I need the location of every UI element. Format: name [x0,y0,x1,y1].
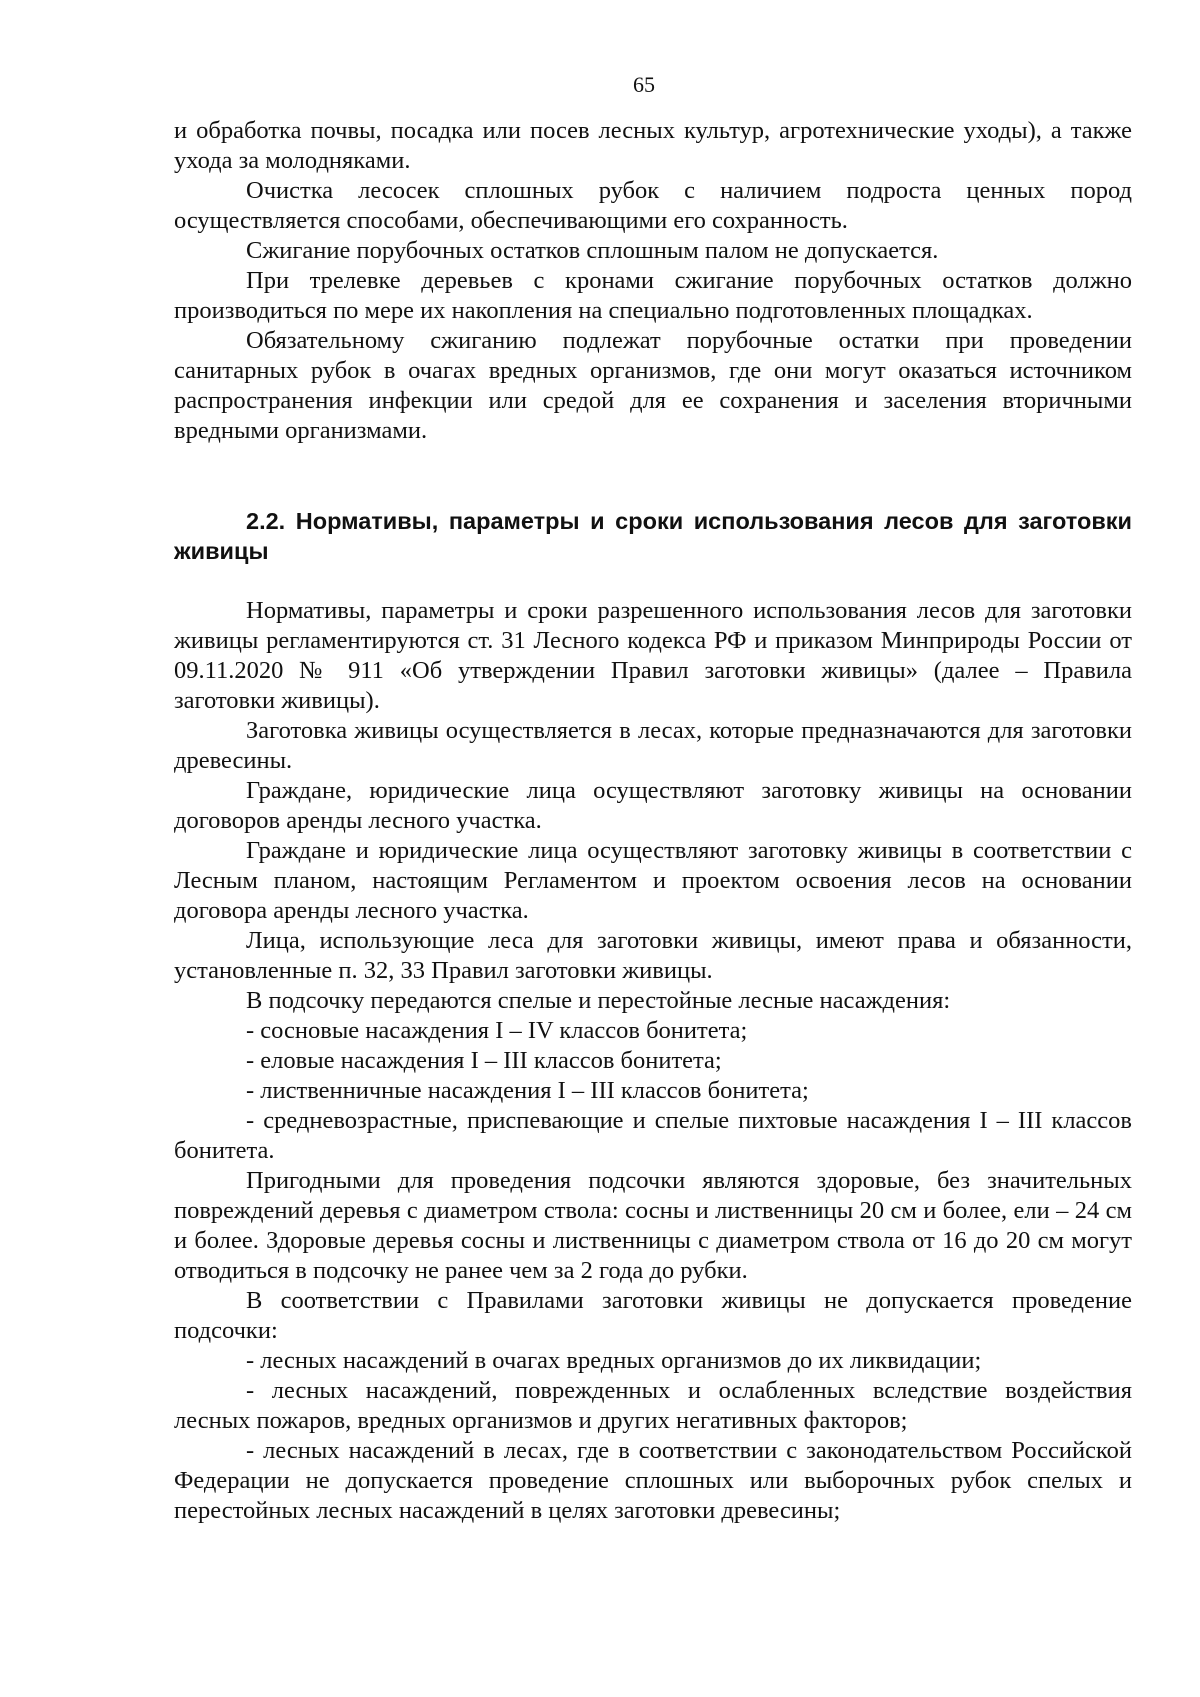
paragraph: В подсочку передаются спелые и перестойные лесные насаждения: [246,987,951,1014]
list-item: - средневозрастные, приспевающие и спелые пихтовые насаждения I – III классов бонитета. [174,1107,1132,1164]
paragraph: Сжигание порубочных остатков сплошным палом не допускается. [246,237,939,264]
paragraph: Заготовка живицы осуществляется в лесах, которые предназначаются для заготовки древесины. [174,717,1132,774]
list-item: - сосновые насаждения I – IV классов бонитета; [246,1017,748,1044]
list-item: - еловые насаждения I – III классов бонитета; [246,1047,722,1074]
paragraph: Лица, использующие леса для заготовки живицы, имеют права и обязанности, установленные п. 32, 33 Правил заготовки живицы. [174,927,1132,984]
paragraph: Граждане и юридические лица осуществляют заготовку живицы в соответствии с Лесным планом, настоящим Регламентом и проектом освоения лесов на основании договора аренды лесного участка. [174,837,1132,924]
paragraph: Нормативы, параметры и сроки разрешенного использования лесов для заготовки живицы регламентируются ст. 31 Лесного кодекса РФ и приказом Минприроды России от 09.11.2020 № 911 «Об утверждении Правил заготовки живицы» (далее – Правила заготовки живицы). [174,597,1132,714]
spacer [174,566,1132,596]
paragraph: Пригодными для проведения подсочки являются здоровые, без значительных повреждений деревья с диаметром ствола: сосны и лиственницы 20 см и более, ели – 24 см и более. Здоровые деревья сосны и лиственницы с диаметром ствола от 16 до 20 см могут отводиться в подсочку не ранее чем за 2 года до рубки. [174,1167,1132,1284]
section-heading: 2.2. Нормативы, параметры и сроки использования лесов для заготовки живицы [174,508,1132,564]
list-item: - лесных насаждений, поврежденных и ослабленных вследствие воздействия лесных пожаров, вредных организмов и других негативных факторов; [174,1377,1132,1434]
list-item: - лиственничные насаждения I – III классов бонитета; [246,1077,809,1104]
spacer [174,446,1132,506]
paragraph: В соответствии с Правилами заготовки живицы не допускается проведение подсочки: [174,1287,1132,1344]
paragraph: и обработка почвы, посадка или посев лесных культур, агротехнические уходы), а также ухода за молодняками. [174,117,1132,174]
paragraph: Очистка лесосек сплошных рубок с наличием подроста ценных пород осуществляется способами, обеспечивающими его сохранность. [174,177,1132,234]
list-item: - лесных насаждений в очагах вредных организмов до их ликвидации; [246,1347,982,1374]
paragraph: Граждане, юридические лица осуществляют заготовку живицы на основании договоров аренды лесного участка. [174,777,1132,834]
document-body [174,116,1132,1526]
paragraph: При трелевке деревьев с кронами сжигание порубочных остатков должно производиться по мере их накопления на специально подготовленных площадках. [174,267,1132,324]
paragraph: Обязательному сжиганию подлежат порубочные остатки при проведении санитарных рубок в очагах вредных организмов, где они могут оказаться источником распространения инфекции или средой для ее сохранения и заселения вторичными вредными организмами. [174,327,1132,444]
page-number: 65 [633,72,655,97]
list-item: - лесных насаждений в лесах, где в соответствии с законодательством Российской Федерации не допускается проведение сплошных или выборочных рубок спелых и перестойных лесных насаждений в целях заготовки древесины; [174,1437,1132,1524]
